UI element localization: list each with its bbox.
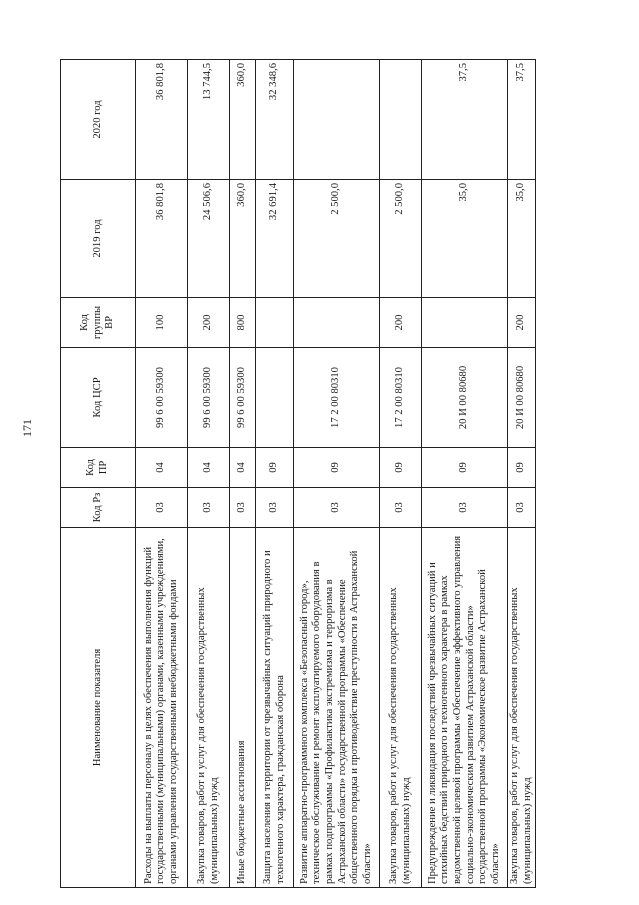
cell-vr: 100 bbox=[136, 298, 188, 348]
cell-rz: 03 bbox=[380, 488, 422, 528]
cell-rz: 03 bbox=[256, 488, 294, 528]
cell-2019: 360,0 bbox=[230, 180, 256, 298]
cell-2019: 35,0 bbox=[422, 180, 508, 298]
cell-pr: 04 bbox=[230, 448, 256, 488]
cell-2019: 2 500,0 bbox=[294, 180, 380, 298]
cell-csr: 99 6 00 59300 bbox=[136, 348, 188, 448]
cell-vr: 200 bbox=[380, 298, 422, 348]
header-rz: Код Рз bbox=[61, 488, 136, 528]
cell-name: Предупреждение и ликвидация последствий чрезвычайных ситуаций и стихийных бедствий природного и техногенного характера в рамках ведомственной целевой программы «Обеспечение эффективного управления социально-экономическим развитием Астраханской области» государственной программы «Экономическое развитие Астраханской области» bbox=[422, 528, 508, 888]
cell-name: Закупка товаров, работ и услуг для обеспечения государственных (муниципальных) нужд bbox=[508, 528, 536, 888]
cell-csr: 17 2 00 80310 bbox=[380, 348, 422, 448]
cell-pr: 09 bbox=[256, 448, 294, 488]
cell-2020: 37,5 bbox=[422, 60, 508, 180]
cell-vr bbox=[256, 298, 294, 348]
cell-name: Защита населения и территории от чрезвычайных ситуаций природного и техногенного характера, гражданская оборона bbox=[256, 528, 294, 888]
cell-vr bbox=[294, 298, 380, 348]
cell-2019: 24 506,6 bbox=[188, 180, 230, 298]
cell-vr: 200 bbox=[508, 298, 536, 348]
cell-rz: 03 bbox=[508, 488, 536, 528]
cell-pr: 09 bbox=[508, 448, 536, 488]
cell-csr: 20 И 00 80680 bbox=[508, 348, 536, 448]
table-row bbox=[188, 60, 230, 888]
cell-2020: 13 744,5 bbox=[188, 60, 230, 180]
header-pr: Код ПР bbox=[61, 448, 136, 488]
cell-csr: 17 2 00 80310 bbox=[294, 348, 380, 448]
cell-name: Закупка товаров, работ и услуг для обеспечения государственных (муниципальных) нужд bbox=[380, 528, 422, 888]
cell-2020 bbox=[294, 60, 380, 180]
cell-vr: 800 bbox=[230, 298, 256, 348]
cell-pr: 09 bbox=[422, 448, 508, 488]
cell-rz: 03 bbox=[188, 488, 230, 528]
cell-vr: 200 bbox=[188, 298, 230, 348]
cell-name: Развитие аппаратно-программного комплекса «Безопасный город», техническое обслуживание и ремонт эксплуатируемого оборудования в рамках подпрограммы «Профилактика экстремизма и терроризма в Астраханской области» государственной программы «Обеспечение общественного порядка и противодействие преступности в Астраханской области» bbox=[294, 528, 380, 888]
cell-rz: 03 bbox=[136, 488, 188, 528]
cell-pr: 09 bbox=[380, 448, 422, 488]
cell-rz: 03 bbox=[230, 488, 256, 528]
budget-table-container bbox=[60, 60, 534, 888]
cell-vr bbox=[422, 298, 508, 348]
table-row bbox=[230, 60, 256, 888]
budget-table bbox=[60, 59, 536, 888]
table-row bbox=[256, 60, 294, 888]
cell-name: Иные бюджетные ассигнования bbox=[230, 528, 256, 888]
table-row bbox=[294, 60, 380, 888]
header-vr: Код группы ВР bbox=[61, 298, 136, 348]
cell-name: Закупка товаров, работ и услуг для обеспечения государственных (муниципальных) нужд bbox=[188, 528, 230, 888]
cell-csr: 99 6 00 59300 bbox=[188, 348, 230, 448]
table-header-row bbox=[61, 60, 136, 888]
cell-2020: 360,0 bbox=[230, 60, 256, 180]
cell-csr bbox=[256, 348, 294, 448]
cell-2020: 37,5 bbox=[508, 60, 536, 180]
cell-2020: 32 348,6 bbox=[256, 60, 294, 180]
header-name: Наименование показателя bbox=[61, 528, 136, 888]
header-csr: Код ЦСР bbox=[61, 348, 136, 448]
cell-pr: 04 bbox=[188, 448, 230, 488]
header-2020: 2020 год bbox=[61, 60, 136, 180]
table-row bbox=[136, 60, 188, 888]
table-row bbox=[422, 60, 508, 888]
cell-2019: 36 801,8 bbox=[136, 180, 188, 298]
header-2019: 2019 год bbox=[61, 180, 136, 298]
cell-2020: 36 801,8 bbox=[136, 60, 188, 180]
page-number: 171 bbox=[20, 419, 34, 437]
cell-csr: 20 И 00 80680 bbox=[422, 348, 508, 448]
cell-csr: 99 6 00 59300 bbox=[230, 348, 256, 448]
cell-pr: 09 bbox=[294, 448, 380, 488]
cell-pr: 04 bbox=[136, 448, 188, 488]
cell-2019: 35,0 bbox=[508, 180, 536, 298]
cell-name: Расходы на выплаты персоналу в целях обеспечения выполнения функций государственными (муниципальными) органами, казенными учреждениями, органами управления государственными внебюджетными фондами bbox=[136, 528, 188, 888]
table-row bbox=[380, 60, 422, 888]
cell-rz: 03 bbox=[422, 488, 508, 528]
cell-2019: 2 500,0 bbox=[380, 180, 422, 298]
table-row bbox=[508, 60, 536, 888]
cell-rz: 03 bbox=[294, 488, 380, 528]
cell-2020 bbox=[380, 60, 422, 180]
cell-2019: 32 691,4 bbox=[256, 180, 294, 298]
